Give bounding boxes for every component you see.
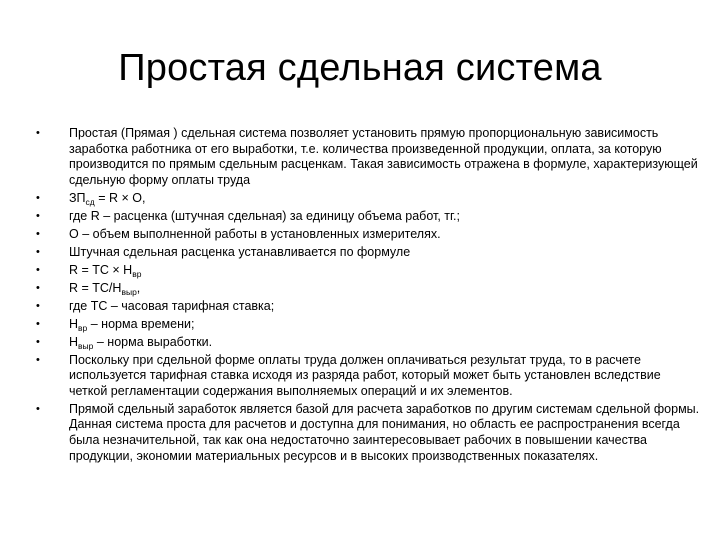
bullet-item-direct-piece-earnings — [36, 402, 702, 464]
formula-rhs: – норма времени; — [87, 316, 195, 331]
bullet-item-formula-rate-output — [36, 281, 702, 297]
formula-subscript: выр — [121, 286, 137, 297]
bullet-text: Простая (Прямая ) сдельная система позволяет установить прямую пропорциональную зависимость заработка работника от его выработки, т.е. количества произведенной продукции, оплата, за которую производится по прямым сдельным расценкам. Такая зависимость отражена в формуле, характеризующей сдельную форму оплаты труда — [69, 126, 698, 187]
bullet-dot-icon: • — [36, 299, 40, 312]
formula-lhs: Н — [69, 334, 79, 349]
formula-lhs: ЗП — [69, 190, 86, 205]
bullet-dot-icon: • — [36, 127, 40, 139]
bullet-item-o-definition — [36, 227, 702, 243]
slide-title: Простая сдельная система — [118, 47, 602, 89]
bullet-text: О – объем выполненной работы в установленных измерителях. — [69, 226, 441, 241]
bullet-text: где R – расценка (штучная сдельная) за единицу объема работ, тг.; — [69, 208, 460, 223]
formula-subscript: вр — [132, 268, 142, 279]
bullet-item-formula-rate-time — [36, 263, 702, 279]
bullet-dot-icon: • — [36, 317, 40, 330]
formula-rhs: = R × O, — [94, 190, 146, 205]
bullet-item-output-norm — [36, 335, 702, 351]
bullet-dot-icon: • — [36, 281, 40, 294]
bullet-item-definition — [36, 126, 702, 188]
formula-rhs: – норма выработки. — [93, 334, 213, 349]
bullet-dot-icon: • — [36, 245, 40, 258]
bullet-item-formula-wage — [36, 191, 702, 207]
bullet-dot-icon: • — [36, 263, 40, 276]
bullet-text: Штучная сдельная расценка устанавливается по формуле — [69, 244, 411, 259]
bullet-item-r-definition — [36, 209, 702, 225]
bullet-item-result-payment — [36, 353, 702, 400]
bullet-dot-icon: • — [36, 209, 40, 222]
bullet-text: Поскольку при сдельной форме оплаты труда должен оплачиваться результат труда, то в расчете используется тарифная ставка исходя из разряда работ, который может быть установлен вследствие четкой регламентации содержания выполняемых операций и их элементов. — [69, 352, 661, 398]
bullet-dot-icon: • — [36, 353, 40, 366]
bullet-text: Прямой сдельный заработок является базой для расчета заработков по другим системам сдельной формы. Данная система проста для расчетов и доступна для понимания, но область ее распространения всегда была незначительной, так как она недостаточно заинтересовывает рабочих в повышении качества продукции, экономии материальных ресурсов и в высоких производственных показателях. — [69, 401, 700, 463]
formula-rhs: , — [136, 280, 141, 295]
bullet-dot-icon: • — [36, 402, 40, 415]
bullet-dot-icon: • — [36, 227, 40, 240]
bullet-text: где ТС – часовая тарифная ставка; — [69, 298, 275, 313]
formula-subscript: выр — [78, 340, 94, 351]
formula-lhs: Н — [69, 316, 79, 331]
bullet-item-rate-intro — [36, 245, 702, 261]
bullet-item-time-norm — [36, 317, 702, 333]
bullet-item-tc-definition — [36, 299, 702, 315]
formula-lhs: R = ТС/Н — [69, 280, 122, 295]
formula-subscript: сд — [85, 196, 95, 207]
bullet-dot-icon: • — [36, 191, 40, 204]
bullet-dot-icon: • — [36, 335, 40, 348]
formula-subscript: вр — [78, 322, 88, 333]
bullet-list — [36, 126, 702, 467]
formula-lhs: R = ТС × Н — [69, 262, 133, 277]
